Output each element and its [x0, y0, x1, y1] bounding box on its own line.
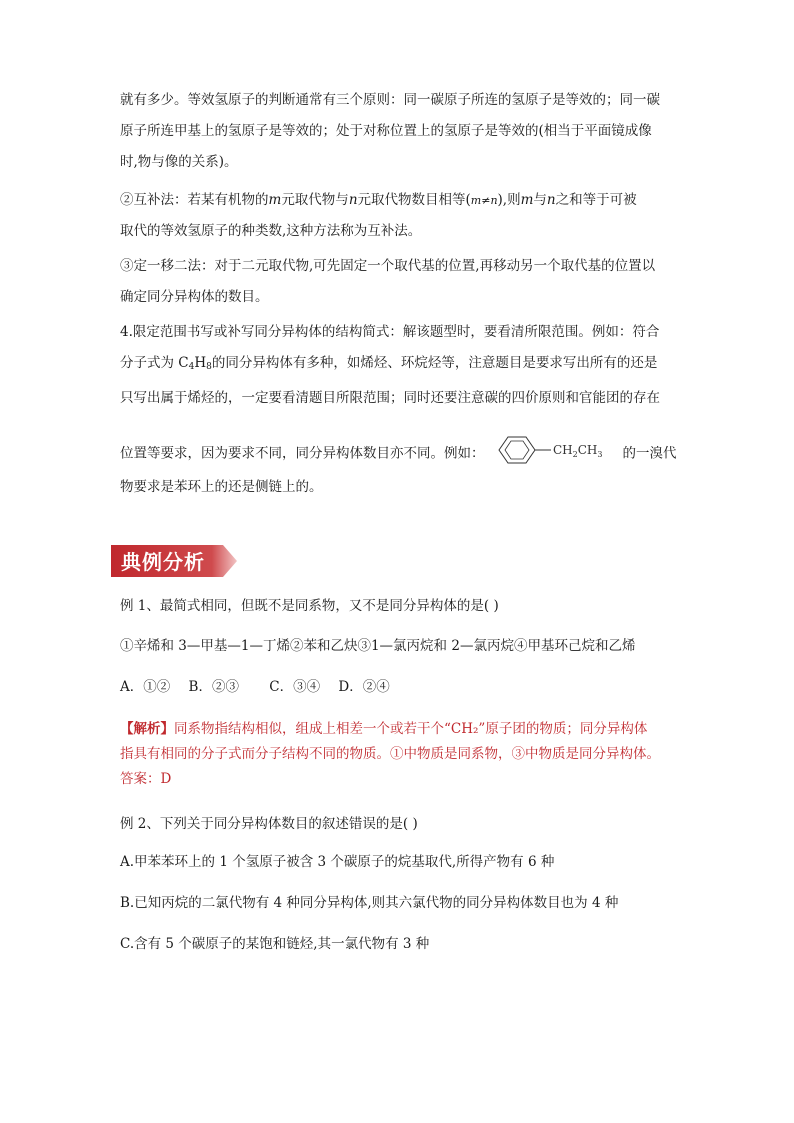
analysis-text: 同系物指结构相似，组成上相差一个或若干个“CH₂”原子团的物质；同分异构体 — [174, 721, 648, 737]
option-b: B．②③ — [188, 679, 239, 695]
option-a: A．①② — [120, 679, 171, 695]
example1-question: 例 1、最简式相同，但既不是同系物，又不是同分异构体的是( ) — [120, 598, 499, 614]
variable-n: n — [348, 192, 358, 208]
text-line: 原子所连甲基上的氢原子是等效的；处于对称位置上的氢原子是等效的(相当于平面镜成像 — [120, 123, 652, 139]
text-fragment: 之和等于可被 — [555, 192, 637, 208]
paragraph-limited-scope — [120, 317, 680, 503]
text-line: 时,物与像的关系)。 — [120, 154, 238, 170]
condition-m-neq-n: m≠n — [470, 194, 498, 207]
text-line: 只写出属于烯烃的，一定要看清题目所限范围；同时还要注意碳的四价原则和官能团的存在 — [120, 390, 660, 406]
benzene-ring-inner — [505, 441, 529, 459]
section-banner — [111, 541, 239, 583]
text-line-with-figure — [120, 414, 680, 472]
section-title: 典例分析 — [121, 550, 205, 574]
text-fragment: 与 — [533, 192, 547, 208]
text-line: 4.限定范围书写或补写同分异构体的结构简式：解该题型时，要看清所限范围。例如：符合 — [120, 324, 660, 340]
analysis-tag: 【解析】 — [120, 721, 174, 737]
ethyl-group-label: $CH_2CH_3$ — [552, 443, 602, 459]
text-fragment: 分子式为 C — [120, 355, 189, 371]
analysis-line — [120, 717, 690, 742]
text-fragment: 的同分异构体有多种，如烯烃、环烷烃等，注意题目是要求写出所有的还是 — [211, 355, 658, 371]
example2-option-a: A.甲苯苯环上的 1 个氢原子被含 3 个碳原子的烷基取代,所得产物有 6 种 — [120, 854, 555, 870]
example2-question: 例 2、下列关于同分异构体数目的叙述错误的是( ) — [120, 816, 418, 832]
variable-n: n — [546, 192, 556, 208]
text-line: 物要求是苯环上的还是侧链上的。 — [120, 479, 323, 495]
variable-m: m — [268, 192, 282, 208]
text-fragment: H — [194, 355, 207, 371]
text-fragment: 的一溴代 — [622, 445, 677, 462]
text-line: 确定同分异构体的数目。 — [120, 289, 269, 305]
example1-items: ①辛烯和 3—甲基—1—丁烯②苯和乙炔③1—氯丙烷和 2—氯丙烷④甲基环己烷和乙烯 — [120, 638, 636, 654]
answer-line: 答案：D — [120, 771, 172, 787]
text-line — [120, 348, 680, 383]
example1-analysis — [120, 717, 690, 792]
ethylbenzene-structure-svg — [491, 432, 617, 468]
example2-option-b: B.已知丙烷的二氯代物有 4 种同分异构体,则其六氯代物的同分异构体数目也为 4 种 — [120, 895, 619, 911]
text-line: ③定一移二法：对于二元取代物,可先固定一个取代基的位置,再移动另一个取代基的位置以 — [120, 258, 656, 274]
text-fragment: 位置等要求，因为要求不同，同分异构体数目亦不同。例如： — [120, 445, 485, 462]
analysis-line: 指具有相同的分子式而分子结构不同的物质。①中物质是同系物，③中物质是同分异构体。 — [120, 746, 660, 762]
text-fragment: 元取代物与 — [281, 192, 349, 208]
subscript: 4 — [188, 362, 195, 372]
option-d: D．②④ — [338, 679, 390, 695]
ethylbenzene-structure-figure — [491, 432, 617, 468]
text-fragment: ),则 — [497, 192, 521, 208]
option-c: C．③④ — [269, 679, 321, 695]
paragraph-complement-method — [120, 185, 680, 247]
subscript: 8 — [206, 362, 212, 372]
text-fragment: 元取代物数目相等( — [357, 192, 471, 208]
text-fragment: ②互补法：若某有机物的 — [120, 192, 269, 208]
paragraph-fix-one-move-two — [120, 251, 680, 313]
paragraph-equivalent-hydrogen — [120, 85, 680, 178]
variable-m: m — [520, 192, 534, 208]
text-line: 取代的等效氢原子的种类数,这种方法称为互补法。 — [120, 223, 422, 239]
text-line: 就有多少。等效氢原子的判断通常有三个原则：同一碳原子所连的氢原子是等效的；同一碳 — [120, 92, 660, 108]
example2-option-c: C.含有 5 个碳原子的某饱和链烃,其一氯代物有 3 种 — [120, 936, 430, 952]
example1-options — [120, 677, 690, 697]
